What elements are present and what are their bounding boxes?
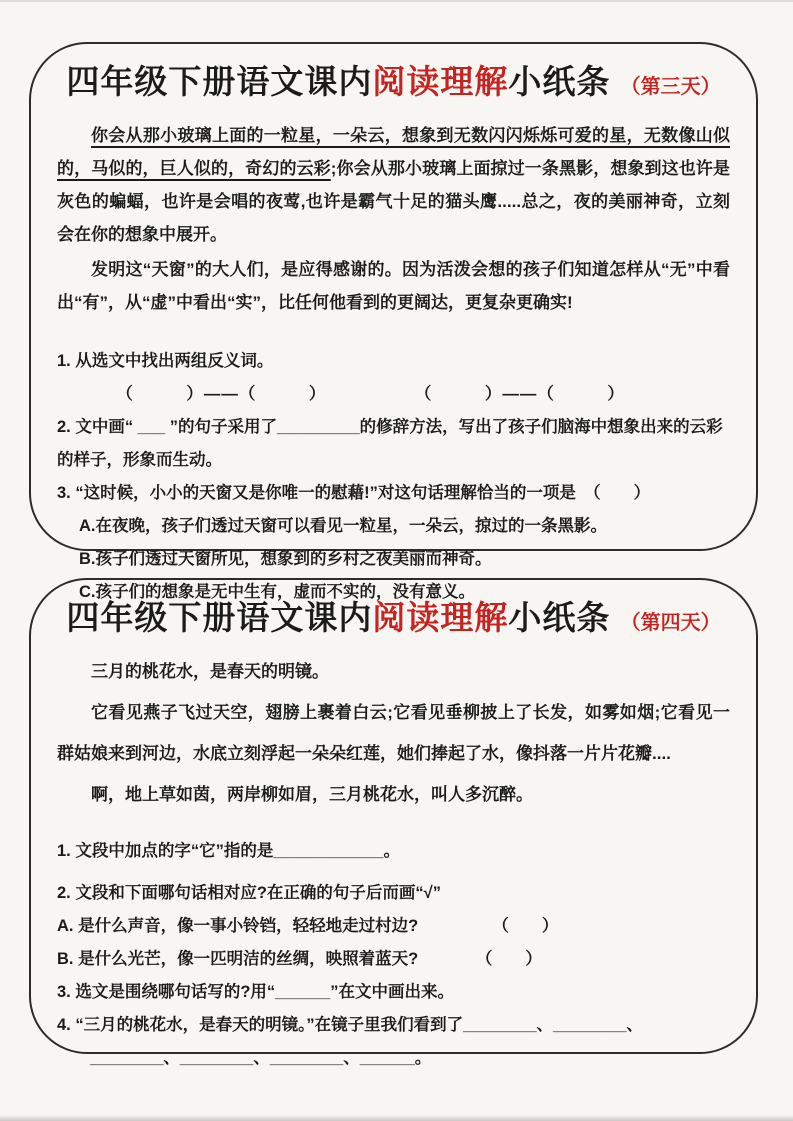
title-text-red-highlight: 阅读理解 bbox=[372, 63, 509, 100]
scan-edge-top bbox=[0, 0, 793, 2]
question-1-answer-blanks: （ ）——（ ） （ ）——（ ） bbox=[116, 385, 625, 403]
passage-paragraph-1-rest: ;你会从那小玻璃上面掠过一条黑影，想象到这也许是灰色的蝙蝠，也许是会唱的夜莺,也许是霸气十足的猫头鹰.....总之，夜的美丽神奇，立刻会在你的想象中展开。 bbox=[57, 159, 730, 244]
passage-paragraph-2: 它看见燕子飞过天空，翅膀上裹着白云;它看见垂柳披上了长发，如雾如烟;它看见一群姑娘来到河边，水底立刻浮起一朵朵红莲，她们捧起了水，像抖落一片片花瓣.... bbox=[57, 703, 730, 763]
passage-paragraph-3: 啊，地上草如茵，两岸柳如眉，三月桃花水，叫人多沉醉。 bbox=[91, 785, 533, 804]
question-2-option-b: B. 是什么光芒，像一匹明洁的丝绸，映照着蓝天? （ ） bbox=[57, 950, 542, 968]
question-3-option-c: C.孩子们的想象是无中生有，虚而不实的，没有意义。 bbox=[79, 583, 475, 601]
question-2: 2. 文中画“ ___ ”的句子采用了_________的修辞方法，写出了孩子们脑海中想象出来的云彩的样子，形象而生动。 bbox=[57, 418, 723, 469]
question-4: 4. “三月的桃花水，是春天的明镜。”在镜子里我们看到了________、________、________、________、________、______。 bbox=[57, 1016, 643, 1067]
question-3-option-a: A.在夜晚，孩子们透过天窗可以看见一粒星，一朵云，掠过的一条黑影。 bbox=[79, 517, 607, 535]
title-day-label: （第三天） bbox=[620, 76, 721, 98]
question-3: 3. 选文是围绕哪句话写的?用“______”在文中画出来。 bbox=[57, 983, 454, 1001]
underlined-sentence: 你会从那小玻璃上面的一粒星，一朵云，想象到无数闪闪烁烁可爱的星，无数像山似的，马似的，巨人似的，奇幻的云彩 bbox=[57, 126, 730, 178]
question-2-option-a: A. 是什么声音，像一事小铃铛，轻轻地走过村边? （ ） bbox=[57, 917, 559, 935]
questions-day3 bbox=[57, 345, 730, 609]
card-title-day3 bbox=[57, 60, 730, 109]
title-text-black-1: 四年级下册语文课内 bbox=[66, 599, 373, 636]
question-3: 3. “这时候，小小的天窗又是你唯一的慰藉!”对这句话理解恰当的一项是 （ ） bbox=[57, 484, 651, 502]
title-text-black-1: 四年级下册语文课内 bbox=[66, 63, 373, 100]
passage-paragraph-2: 发明这“天窗”的大人们，是应得感谢的。因为活泼会想的孩子们知道怎样从“无”中看出“有”，从“虚”中看出“实”，比任何他看到的更阔达，更复杂更确实! bbox=[57, 260, 730, 312]
title-text-red-highlight: 阅读理解 bbox=[372, 599, 509, 636]
worksheet-card-day4 bbox=[29, 578, 758, 1067]
passage-paragraph-1: 三月的桃花水，是春天的明镜。 bbox=[91, 662, 329, 681]
questions-day4 bbox=[57, 835, 730, 1075]
title-text-black-2: 小纸条 bbox=[508, 63, 611, 100]
worksheet-card-day3 bbox=[29, 42, 758, 601]
card-title-day4 bbox=[57, 596, 730, 645]
passage-paragraph-1 bbox=[57, 119, 730, 251]
title-text-black-2: 小纸条 bbox=[508, 599, 611, 636]
passage-day3 bbox=[57, 119, 730, 319]
passage-day4 bbox=[57, 651, 730, 815]
scan-edge-bottom bbox=[0, 1115, 793, 1121]
question-3-option-b: B.孩子们透过天窗所见，想象到的乡村之夜美丽而神奇。 bbox=[79, 550, 492, 568]
question-1: 1. 从选文中找出两组反义词。 bbox=[57, 352, 274, 370]
question-2: 2. 文段和下面哪句话相对应?在正确的句子后而画“√” bbox=[57, 884, 441, 902]
question-1: 1. 文段中加点的字“它”指的是____________。 bbox=[57, 842, 400, 860]
title-day-label: （第四天） bbox=[620, 612, 721, 634]
